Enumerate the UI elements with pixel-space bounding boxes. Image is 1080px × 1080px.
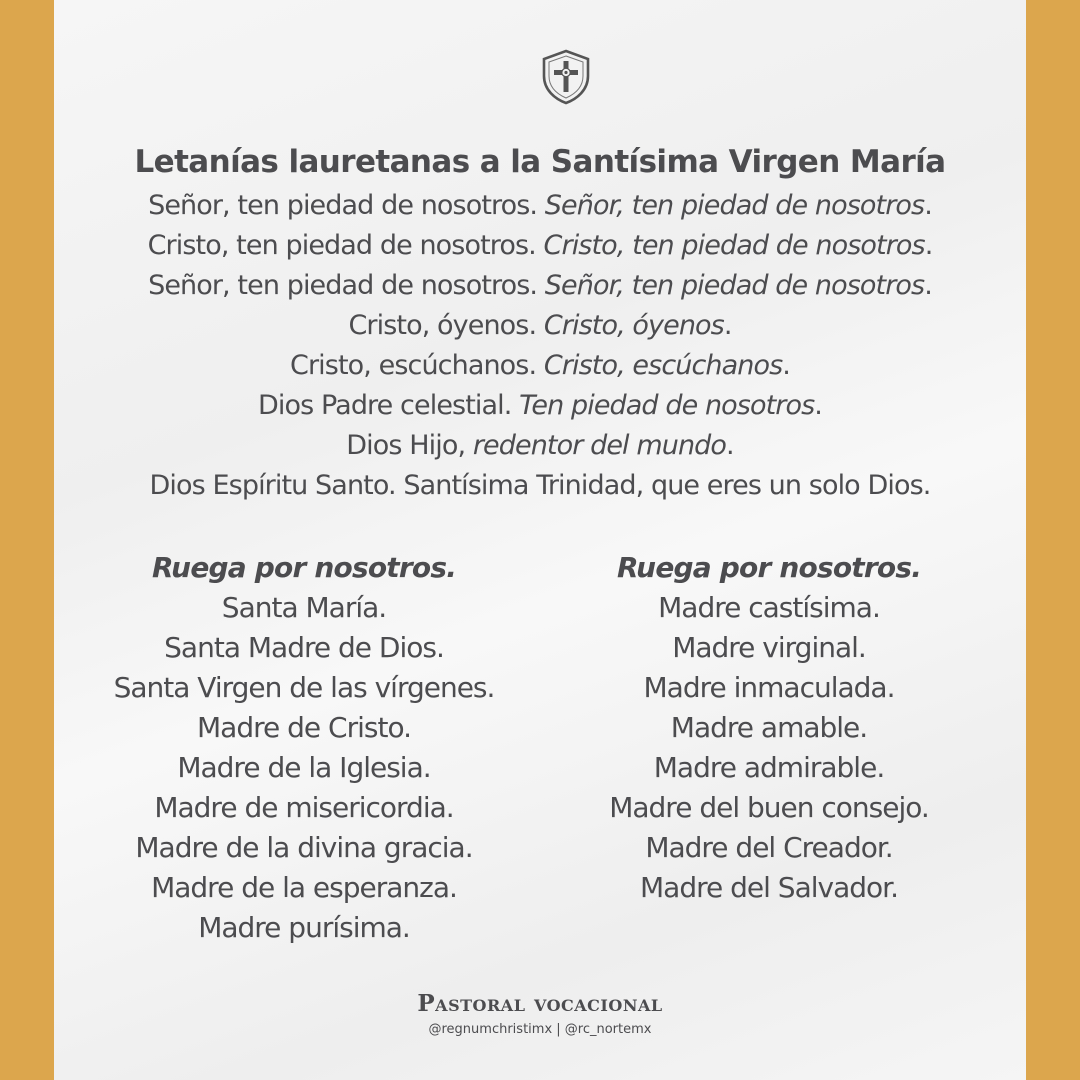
invocation-end: . <box>782 350 790 381</box>
litany-line: Madre de misericordia. <box>154 791 454 824</box>
invocation-call: Dios Padre celestial. <box>258 390 512 421</box>
invocation-response: Señor, ten piedad de nosotros <box>544 270 925 301</box>
litany-line: Madre castísima. <box>658 591 880 624</box>
litany-line: Madre de la esperanza. <box>151 871 457 904</box>
invocation-response: Ten piedad de nosotros <box>519 390 815 421</box>
litany-line: Madre virginal. <box>672 631 866 664</box>
shield-cross-icon <box>539 48 593 106</box>
litany-line: Madre purísima. <box>198 911 410 944</box>
litany-line: Madre amable. <box>670 711 868 744</box>
invocation-call: Cristo, ten piedad de nosotros. <box>147 230 536 261</box>
invocation-line <box>54 346 1026 386</box>
litany-line: Madre del Salvador. <box>640 871 898 904</box>
invocation-response: Cristo, óyenos <box>543 310 724 341</box>
litany-line: Madre del Creador. <box>645 831 893 864</box>
invocation-end: . <box>814 390 822 421</box>
litany-line: Madre de la divina gracia. <box>135 831 473 864</box>
invocation-line <box>54 186 1026 226</box>
litany-line: Madre del buen consejo. <box>609 791 929 824</box>
right-column-heading: Ruega por nosotros. <box>616 551 922 584</box>
invocation-call: Señor, ten piedad de nosotros. <box>148 190 538 221</box>
footer-handles: @regnumchristimx | @rc_nortemx <box>428 1022 652 1037</box>
invocation-response: Cristo, ten piedad de nosotros <box>543 230 925 261</box>
litany-line: Santa María. <box>221 591 387 624</box>
intro-invocations <box>54 186 1026 506</box>
invocation-end: . <box>723 310 732 341</box>
litany-line: Madre de la Iglesia. <box>177 751 431 784</box>
invocation-end: . <box>924 270 932 301</box>
invocation-response: Cristo, escúchanos <box>543 350 783 381</box>
paper-card <box>54 0 1026 1080</box>
litany-line: Madre admirable. <box>653 751 885 784</box>
left-column-heading: Ruega por nosotros. <box>151 551 457 584</box>
invocation-line <box>54 386 1026 426</box>
page-title: Letanías lauretanas a la Santísima Virgen María <box>134 144 946 180</box>
right-litany-column <box>549 548 989 908</box>
footer-title: Pastoral vocacional <box>417 990 663 1017</box>
litany-line: Madre de Cristo. <box>197 711 411 744</box>
invocation-line <box>54 266 1026 306</box>
invocation-end: . <box>726 430 734 461</box>
invocation-line <box>54 426 1026 466</box>
invocation-line <box>54 226 1026 266</box>
litany-line: Madre inmaculada. <box>643 671 895 704</box>
invocation-line <box>54 306 1026 346</box>
invocation-call: Cristo, escúchanos. <box>290 350 537 381</box>
left-litany-column <box>84 548 524 948</box>
invocation-call: Dios Hijo, <box>346 430 466 461</box>
invocation-call: Dios Espíritu Santo. Santísima Trinidad, que eres un solo Dios. <box>149 470 931 501</box>
litany-line: Santa Madre de Dios. <box>164 631 444 664</box>
invocation-end: . <box>924 230 933 261</box>
invocation-response: Señor, ten piedad de nosotros <box>544 190 925 221</box>
invocation-end: . <box>924 190 932 221</box>
invocation-call: Señor, ten piedad de nosotros. <box>148 270 538 301</box>
invocation-response: redentor del mundo <box>472 430 727 461</box>
litany-line: Santa Virgen de las vírgenes. <box>113 671 495 704</box>
invocation-line <box>54 466 1026 506</box>
invocation-call: Cristo, óyenos. <box>348 310 537 341</box>
